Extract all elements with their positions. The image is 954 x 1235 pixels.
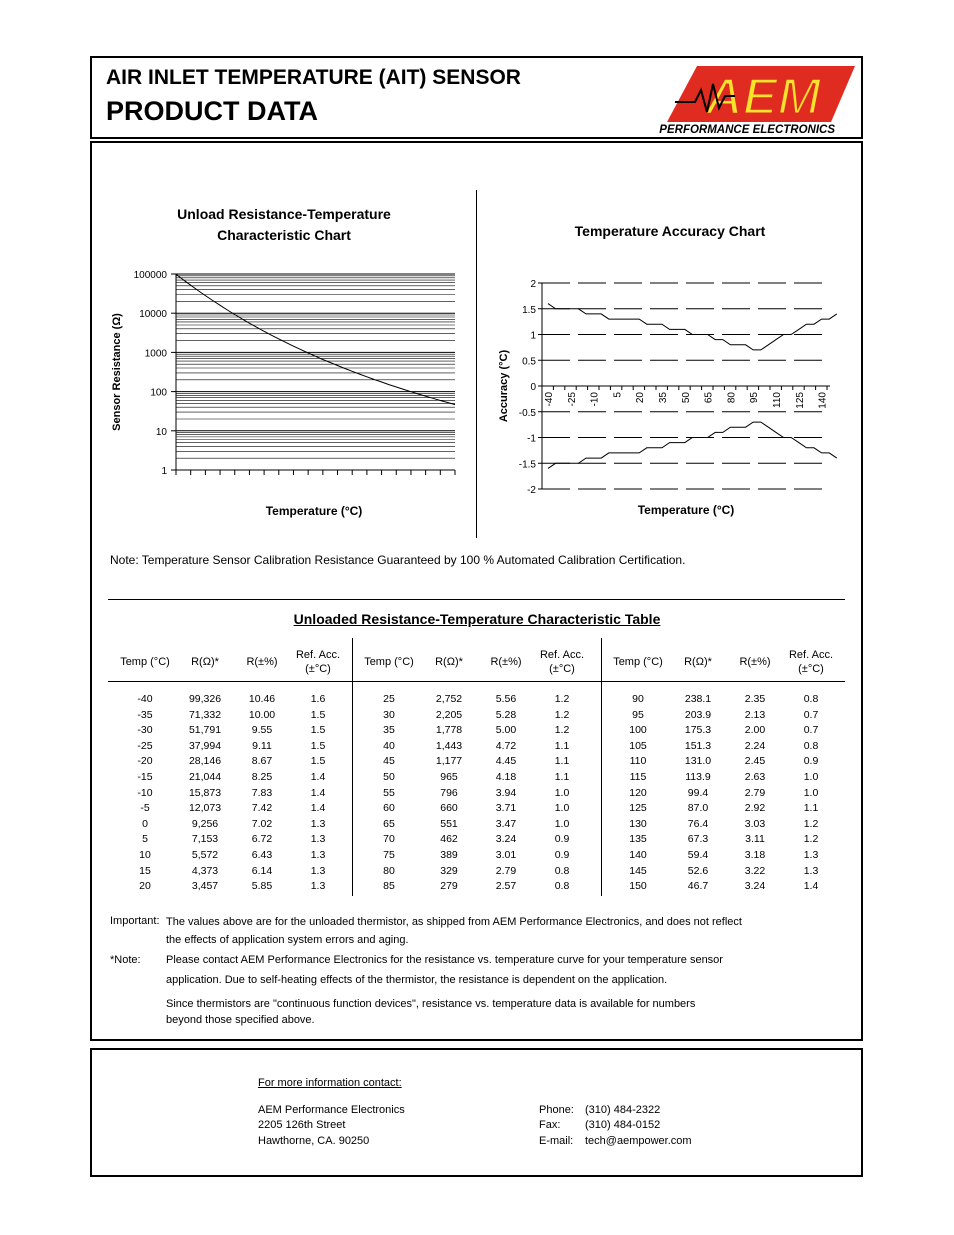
chart2-xtick-label: 5 (612, 392, 624, 398)
table-cell: 3.22 (744, 864, 766, 877)
table-header-text: Temp (°C) (613, 656, 663, 668)
table-cell: 0.9 (803, 755, 819, 768)
table-cell: 0.8 (803, 739, 819, 752)
table-cell: 37,994 (188, 739, 222, 752)
table-header-text: (±°C) (798, 663, 824, 675)
table-cell: 6.14 (251, 864, 273, 877)
table-cell: 28,146 (188, 755, 222, 768)
table-cell: 71,332 (188, 708, 222, 721)
email-link[interactable]: tech@aempower.com (585, 1135, 692, 1147)
table-cell: 75 (383, 849, 395, 861)
table-cell: 46.7 (687, 880, 709, 893)
table-cell: 21,044 (188, 771, 222, 783)
table-cell: 110 (629, 755, 647, 768)
fax-value: (310) 484-0152 (585, 1119, 661, 1131)
table-cell: 50 (383, 771, 395, 783)
table-cell: 238.1 (684, 693, 712, 705)
chart2-ytick-label: 2 (530, 279, 536, 290)
important-label: Important: (110, 915, 160, 927)
table-cell: 10 (139, 849, 151, 861)
table-cell: 5.00 (495, 724, 517, 737)
table-cell: 0.8 (554, 864, 570, 877)
table-cell: 2,752 (435, 693, 463, 705)
table-cell: 1.0 (803, 786, 819, 799)
table-cell: 4.45 (495, 755, 517, 768)
table-cell: 1.5 (310, 724, 326, 737)
table-cell: 7.02 (251, 817, 273, 830)
table-cell: 1.3 (310, 880, 326, 893)
table-header-cell (776, 648, 846, 676)
table-cell: 1.2 (803, 833, 819, 846)
table-cell: 1.3 (803, 849, 819, 861)
table-cell: 1.3 (310, 833, 326, 846)
table-cell: 135 (629, 833, 647, 846)
chart2-ytick-label: 0.5 (522, 356, 536, 368)
table-cell: 5.85 (251, 880, 273, 893)
table-cell: 150 (629, 880, 647, 893)
logo-tagline: PERFORMANCE ELECTRONICS (659, 124, 835, 136)
chart1-ytick-label: 100000 (133, 270, 167, 281)
table-cell: 1.1 (554, 755, 570, 768)
table-cell: 0.9 (554, 849, 570, 861)
table-cell: 1,778 (435, 724, 463, 737)
table-cell: -25 (137, 739, 153, 752)
table-cell: 3.24 (495, 833, 517, 846)
table-cell: 1.5 (310, 739, 326, 752)
chart2-xtick-label: -10 (589, 392, 601, 407)
table-cell: 87.0 (687, 802, 709, 815)
table-cell: 1.5 (310, 708, 326, 721)
chart2-ylabel: Accuracy (°C) (498, 349, 510, 423)
table-cell: 8.67 (251, 755, 273, 768)
table-header-text: Ref. Acc. (539, 649, 585, 661)
table-cell: 203.9 (684, 708, 712, 721)
table-cell: 9,256 (191, 817, 219, 830)
table-cell: 125 (629, 802, 647, 815)
chart2-xtick-label: 20 (635, 392, 647, 404)
table-cell: 12,073 (188, 802, 222, 815)
table-cell: 90 (632, 693, 644, 705)
table-group-divider (352, 638, 353, 896)
table-cell: 1.1 (554, 739, 570, 752)
table-cell: 0.8 (554, 880, 570, 893)
table-cell: 95 (632, 708, 644, 721)
chart2-ytick-label: 1.5 (522, 304, 536, 316)
table-group-divider (601, 638, 602, 896)
table-cell: 2.92 (744, 802, 766, 815)
table-cell: 1.0 (554, 802, 570, 815)
chart2-xtick-label: 80 (726, 392, 738, 404)
table-cell: 1.1 (803, 802, 819, 815)
table-cell: 6.43 (251, 849, 273, 861)
table-cell: 85 (383, 880, 395, 893)
table-cell: 1.3 (803, 864, 819, 877)
calibration-note: Note: Temperature Sensor Calibration Resistance Guaranteed by 100 % Automated Calibration Certification. (110, 553, 686, 567)
table-header-text: R(±%) (739, 656, 771, 668)
table-cell: 2.24 (744, 739, 766, 752)
table-cell: 660 (440, 802, 458, 815)
table-header-cell (283, 648, 353, 676)
table-cell: 80 (383, 864, 395, 877)
table-cell: 1.1 (554, 771, 570, 783)
chart2-ytick-label: -0.5 (518, 407, 536, 419)
table-cell: 329 (440, 864, 458, 877)
table-cell: 175.3 (684, 724, 712, 737)
table-cell: 9.55 (251, 724, 273, 737)
table-cell: -5 (140, 802, 150, 815)
table-cell: 0 (142, 817, 148, 830)
table-cell: 3.24 (744, 880, 766, 893)
table-cell: 25 (383, 693, 395, 705)
doc-title: AIR INLET TEMPERATURE (AIT) SENSOR (106, 66, 521, 89)
chart1-ytick-label: 100 (150, 387, 167, 399)
note-label: *Note: (110, 954, 141, 966)
table-cell: 113.9 (685, 771, 711, 783)
table-header-text: R(±%) (490, 656, 522, 668)
table-cell: 7.83 (251, 786, 273, 799)
table-cell: 10.00 (248, 708, 276, 721)
table-cell: 2,205 (435, 708, 463, 721)
table-cell: 15,873 (188, 786, 222, 799)
table-cell: -30 (137, 724, 153, 737)
table-cell: 1.3 (310, 864, 326, 877)
table-cell: 67.3 (687, 833, 709, 846)
table-cell: 3.18 (744, 849, 766, 861)
table-cell: 30 (383, 708, 395, 721)
table-cell: 3.11 (745, 833, 765, 846)
table-cell: 4,373 (191, 864, 219, 877)
table-cell: 3,457 (191, 880, 219, 893)
fax-label: Fax: (539, 1119, 561, 1131)
table-header-text: R(Ω)* (435, 656, 463, 668)
phone-label: Phone: (539, 1104, 574, 1116)
table-cell: 1.0 (554, 786, 570, 799)
chart2-ytick-label: -1 (527, 433, 536, 445)
note-line4: beyond those specified above. (166, 1014, 315, 1026)
contact-city: Hawthorne, CA. 90250 (258, 1135, 370, 1147)
table-cell: 100 (629, 724, 647, 737)
chart1-title-line1: Unload Resistance-Temperature (177, 206, 391, 222)
table-cell: 76.4 (687, 817, 709, 830)
table-cell: 3.47 (495, 817, 517, 830)
table-cell: -40 (137, 693, 153, 705)
table-cell: 20 (139, 880, 151, 893)
chart2-ytick-label: 0 (530, 382, 536, 393)
chart2-xtick-label: -25 (566, 392, 578, 407)
table-cell: -10 (137, 786, 153, 799)
table-cell: 1.2 (803, 817, 819, 830)
table-cell: 0.7 (803, 708, 819, 721)
accuracy-upper-line (548, 304, 837, 350)
table-header-text: (±°C) (549, 663, 575, 675)
section-rule (108, 599, 845, 600)
table-cell: -35 (137, 708, 153, 721)
table-cell: 462 (440, 833, 458, 846)
chart2-xtick-label: 95 (749, 392, 761, 404)
chart2-xtick-label: 65 (703, 392, 715, 404)
table-cell: 40 (383, 739, 395, 752)
table-cell: 0.8 (803, 693, 819, 705)
table-cell: 145 (629, 864, 647, 877)
table-cell: 1.6 (310, 693, 326, 705)
contact-company: AEM Performance Electronics (258, 1104, 405, 1116)
table-cell: 2.79 (744, 786, 766, 799)
table-cell: 1.5 (310, 755, 326, 768)
table-header-cell (527, 648, 597, 676)
table-cell: 99.4 (687, 786, 709, 799)
table-cell: 551 (440, 817, 458, 830)
footer-box (90, 1048, 863, 1177)
table-cell: 60 (383, 802, 395, 815)
table-cell: 1.3 (310, 817, 326, 830)
table-cell: 10.46 (248, 693, 276, 705)
table-cell: 1,177 (435, 755, 463, 768)
table-header-text: R(Ω)* (684, 656, 712, 668)
table-cell: 2.45 (744, 755, 766, 768)
table-cell: 7.42 (251, 802, 273, 815)
important-line2: the effects of application system errors and aging. (166, 934, 409, 946)
table-cell: 2.35 (744, 693, 766, 705)
note-line1: Please contact AEM Performance Electronics for the resistance vs. temperature curve for your temperature sensor (166, 954, 723, 966)
table-cell: 99,326 (188, 693, 222, 705)
table-cell: 965 (440, 771, 458, 783)
note-line3: Since thermistors are "continuous function devices", resistance vs. temperature data is available for numbers (166, 998, 696, 1010)
table-cell: 0.9 (554, 833, 570, 846)
table-cell: 279 (440, 880, 458, 893)
table-cell: 6.72 (251, 833, 273, 846)
table-cell: 2.00 (744, 724, 766, 737)
table-header-text: Temp (°C) (120, 656, 170, 668)
chart2-ytick-label: -1.5 (518, 459, 536, 471)
table-cell: 1.4 (310, 786, 326, 799)
chart1-ylabel: Sensor Resistance (Ω) (111, 313, 123, 431)
table-cell: 131.0 (684, 755, 712, 768)
table-cell: 70 (383, 833, 395, 846)
table-cell: 1.4 (803, 880, 819, 893)
table-header-rule (108, 681, 845, 682)
table-cell: 45 (383, 755, 395, 768)
table-cell: 1.3 (310, 849, 326, 861)
table-cell: 5.56 (495, 693, 517, 705)
table-cell: 151.3 (684, 739, 712, 752)
logo-wordmark: AEM (705, 68, 821, 126)
table-cell: 389 (440, 849, 458, 861)
table-cell: 1.4 (310, 771, 326, 783)
table-cell: 1.0 (803, 771, 819, 783)
important-line1: The values above are for the unloaded thermistor, as shipped from AEM Performance Electronics, and does not reflect (166, 916, 742, 928)
table-cell: 3.71 (495, 802, 517, 815)
email-label: E-mail: (539, 1135, 574, 1147)
chart2-xtick-label: 50 (680, 392, 692, 404)
contact-heading: For more information contact: (258, 1077, 402, 1089)
table-cell: 8.25 (251, 771, 273, 783)
chart2-xtick-label: -40 (544, 392, 555, 407)
chart1-ytick-label: 10000 (139, 309, 167, 321)
table-cell: 1.4 (310, 802, 326, 815)
accuracy-lower-line (548, 422, 837, 468)
table-cell: 2.57 (495, 880, 517, 893)
table-cell: 52.6 (687, 864, 709, 877)
table-header-text: (±°C) (305, 663, 331, 675)
chart1-ytick-label: 1000 (144, 348, 167, 360)
chart2-ytick-label: -2 (527, 485, 536, 496)
table-cell: 105 (629, 739, 647, 752)
table-cell: 2.13 (744, 708, 766, 721)
chart2-xtick-label: 110 (772, 392, 783, 408)
table-cell: 5 (142, 833, 148, 846)
chart1-title-line2: Characteristic Chart (217, 227, 351, 243)
note-line2: application. Due to self-heating effects of the thermistor, the resistance is dependent on the application. (166, 974, 668, 986)
table-cell: -15 (137, 771, 153, 783)
contact-street: 2205 126th Street (258, 1119, 346, 1131)
table-cell: 1.2 (554, 724, 570, 737)
table-cell: 1.2 (554, 693, 570, 705)
chart1-ytick-label: 10 (155, 426, 167, 438)
chart2-xtick-label: 125 (794, 392, 806, 409)
chart1-xlabel: Temperature (°C) (265, 504, 363, 518)
table-cell: 130 (629, 817, 647, 830)
table-title: Unloaded Resistance-Temperature Characteristic Table (293, 611, 661, 627)
chart2-xlabel: Temperature (°C) (637, 503, 735, 517)
table-cell: 55 (383, 786, 395, 799)
table-cell: 2.79 (495, 864, 517, 877)
table-cell: 15 (139, 864, 151, 877)
doc-subtitle: PRODUCT DATA (106, 96, 318, 126)
table-header-text: Temp (°C) (364, 656, 414, 668)
table-cell: 115 (629, 771, 647, 783)
table-header-text: Ref. Acc. (295, 649, 341, 661)
table-cell: 796 (440, 786, 458, 799)
table-cell: 7,153 (191, 833, 219, 846)
table-cell: 5,572 (191, 849, 219, 861)
table-cell: 5.28 (495, 708, 517, 721)
table-cell: 3.03 (744, 817, 766, 830)
chart2-xtick-label: 140 (817, 392, 829, 409)
table-cell: 4.72 (495, 739, 517, 752)
table-cell: 51,791 (188, 724, 222, 737)
table-cell: 1,443 (435, 739, 463, 752)
table-cell: 3.01 (495, 849, 517, 861)
table-cell: 2.63 (744, 771, 766, 783)
table-cell: 3.94 (495, 786, 517, 799)
table-cell: 1.2 (554, 708, 570, 721)
table-cell: 140 (629, 849, 647, 861)
table-cell: 4.18 (495, 771, 517, 783)
chart2-title: Temperature Accuracy Chart (574, 223, 766, 239)
table-cell: 1.0 (554, 817, 570, 830)
table-header-text: Ref. Acc. (788, 649, 834, 661)
chart2-xtick-label: 35 (658, 392, 669, 404)
table-cell: 0.7 (803, 724, 819, 737)
table-cell: 9.11 (252, 739, 272, 752)
table-cell: 59.4 (687, 849, 709, 861)
table-cell: -20 (137, 755, 153, 768)
table-header-text: R(Ω)* (191, 656, 219, 668)
phone-value[interactable]: (310) 484-2322 (585, 1104, 661, 1116)
chart2-ytick-label: 1 (530, 330, 536, 342)
table-header-text: R(±%) (246, 656, 278, 668)
table-cell: 65 (383, 817, 395, 830)
table-cell: 120 (629, 786, 647, 799)
chart1-ytick-label: 1 (161, 466, 167, 477)
table-cell: 35 (383, 724, 395, 737)
